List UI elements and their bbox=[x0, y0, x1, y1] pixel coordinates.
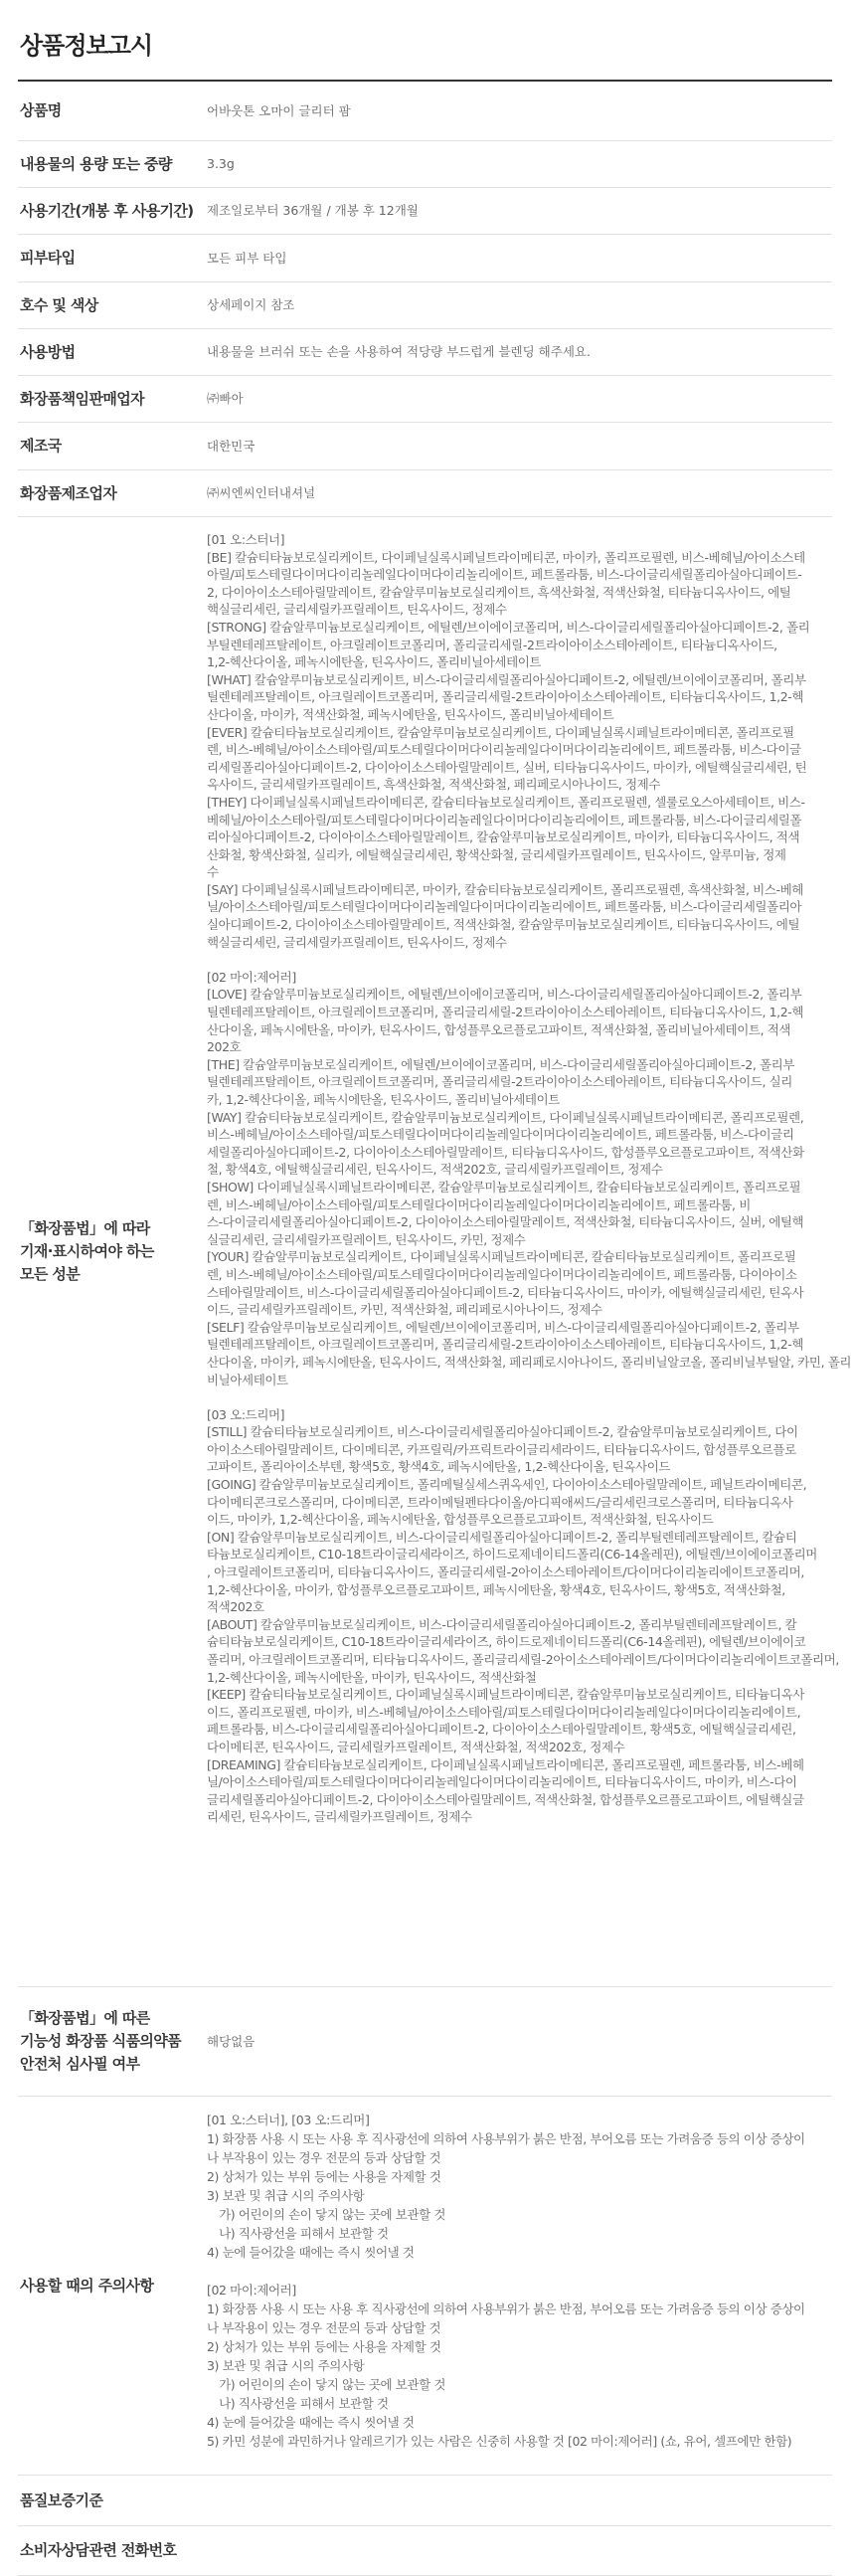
row-label: 사용방법 bbox=[20, 342, 76, 361]
text-line: 렌, 비스-베헤닐/아이소스테아릴/피토스테릴다이머다이리놀레일다이머다이리놀리에이트, 페트롤라툼, 비 bbox=[207, 1196, 751, 1212]
spacer bbox=[207, 2262, 828, 2281]
text-line: 렌, 비스-베헤닐/아이소스테아릴/피토스테릴다이머다이리놀레일다이머다이리놀리에이트, 페트롤라툼, 비스-다이글 bbox=[207, 742, 801, 758]
text-line: 5) 카민 성분에 과민하거나 알레르기가 있는 사람은 신중히 사용할 것 [02 마이:제어러] (쇼, 유어, 셀프에만 한함) bbox=[207, 2434, 792, 2449]
text-line: 나 부작용이 있는 경우 전문의 등과 상담할 것 bbox=[207, 2150, 441, 2165]
row-value: 상세페이지 참조 bbox=[207, 297, 295, 312]
spacer bbox=[207, 951, 851, 969]
text-line: 리아실아디페이트-2, 다이아이소스테아릴말레이트, 칼슘알루미늄보로실리케이트, 마이카, 티타늄디옥사이드, 적색 bbox=[207, 829, 800, 845]
text-line: [SAY] 다이페닐실록시페닐트라이메티콘, 마이카, 칼슘티타늄보로실리케이트, 폴리프로필렌, 흑색산화철, 비스-베헤 bbox=[207, 881, 803, 897]
text-line: [01 오:스터너] bbox=[207, 532, 285, 547]
text-line: 철, 황색4호, 에틸핵실글리세린, 틴옥사이드, 적색202호, 글리세릴카프릴레이트, 정제수 bbox=[207, 1162, 663, 1178]
text-line: [02 마이:제어러] bbox=[207, 969, 296, 985]
text-line: 틸렌테레프탈레이트, 아크릴레이트코폴리머, 폴리글리세릴-2트라이아이소스테아레이트, 티타늄디옥사이드, 1,2-헥 bbox=[207, 689, 804, 705]
text-line: 나) 직사광선을 피해서 보관할 것 bbox=[207, 2396, 389, 2411]
text-line: 4) 눈에 들어갔을 때에는 즉시 씻어낼 것 bbox=[207, 2415, 415, 2430]
text-line: [02 마이:제어러] bbox=[207, 2283, 296, 2298]
quality-label: 품질보증기준 bbox=[20, 2490, 103, 2509]
text-line: [BE] 칼슘티타늄보로실리케이트, 다이페닐실록시페닐트라이메티콘, 마이카, 폴리프로필렌, 비스-베헤닐/아이소스테 bbox=[207, 549, 805, 565]
text-line: 2, 다이아이소스테아릴말레이트, 칼슘알루미늄보로실리케이트, 흑색산화철, 적색산화철, 티타늄디옥사이드, 에틸 bbox=[207, 584, 791, 600]
text-line: 페트롤라툼, 비스-다이글리세릴폴리아실아디페이트-2, 다이아이소스테아릴말레이트, 황색5호, 에틸핵실글리세린, bbox=[207, 1722, 796, 1738]
text-line: 나 부작용이 있는 경우 전문의 등과 상담할 것 bbox=[207, 2320, 441, 2335]
text-line: 고파이트, 폴리아이소부텐, 황색5호, 황색4호, 페녹시에탄올, 1,2-헥산다이올, 틴옥사이드 bbox=[207, 1459, 671, 1475]
text-line: 스-다이글리세릴폴리아실아디페이트-2, 다이아이소스테아릴말레이트, 적색산화철, 티타늄디옥사이드, 실버, 에틸핵 bbox=[207, 1214, 804, 1230]
text-line: 3) 보관 및 취급 시의 주의사항 bbox=[207, 2188, 365, 2203]
info-table bbox=[18, 82, 852, 2576]
text-line: [SELF] 칼슘알루미늄보로실리케이트, 에틸렌/브이에이코폴리머, 비스-다이글리세릴폴리아실아디페이트-2, 폴리부 bbox=[207, 1319, 799, 1335]
text-line: 아릴/피토스테릴다이머다이리놀레일다이머다이리놀리에이트, 페트롤라툼, 비스-다이글리세릴폴리아실아디페이트- bbox=[207, 567, 802, 583]
text-line: 카, 1,2-헥산다이올, 페녹시에탄올, 틴옥사이드, 폴리비닐아세테이트 bbox=[207, 1092, 560, 1107]
text-line: 산화철, 황색산화철, 실리카, 에틸핵실글리세린, 황색산화철, 글리세릴카프릴레이트, 틴옥사이드, 알루미늄, 정제 bbox=[207, 846, 786, 862]
text-line: 1) 화장품 사용 시 또는 사용 후 직사광선에 의하여 사용부위가 붉은 반점, 부어오름 또는 가려움증 등의 이상 증상이 bbox=[207, 2301, 805, 2316]
text-line: 적색202호 bbox=[207, 1599, 264, 1615]
text-line: 실아디페이트-2, 다이아이소스테아릴말레이트, 적색산화철, 칼슘알루미늄보로실리케이트, 티타늄디옥사이드, 에틸 bbox=[207, 917, 800, 933]
row-label: 내용물의 용량 또는 중량 bbox=[20, 154, 172, 173]
text-line: 옥사이드, 글리세릴카프릴레이트, 흑색산화철, 적색산화철, 페리페로시아나이드, 정제수 bbox=[207, 777, 661, 793]
row-value: 3.3g bbox=[207, 156, 235, 171]
row-value: ㈜빠아 bbox=[207, 391, 244, 406]
text-line: 아이소스테아릴말레이트, 다이메티콘, 카프릴릭/카프릭트라이글리세라이드, 티타늄디옥사이드, 합성플루오르플로 bbox=[207, 1441, 796, 1457]
ingredients-list bbox=[207, 517, 855, 1986]
text-line: 나) 직사광선을 피해서 보관할 것 bbox=[207, 2226, 389, 2241]
text-line: 글리세릴폴리아실아디페이트-2, 다이아이소스테아릴말레이트, 적색산화철, 합성플루오르플로고파이트, 에틸핵실글 bbox=[207, 1791, 804, 1807]
row-shade bbox=[18, 282, 832, 329]
text-line: 실글리세린, 글리세릴카프릴레이트, 틴옥사이드, 카민, 정제수 bbox=[207, 1231, 526, 1247]
text-line: 비닐아세테이트 bbox=[207, 1372, 288, 1387]
text-line: 베헤닐/아이소스테아릴/피토스테릴다이머다이리놀레일다이머다이리놀리에이트, 페트롤라툼, 비스-다이글리세릴폴 bbox=[207, 812, 802, 828]
text-line: 폴리머, 아크릴레이트코폴리머, 티타늄디옥사이드, 폴리글리세릴-2아이소스테아레이트/다이머다이리놀리에이트코폴리머, bbox=[207, 1652, 839, 1667]
text-line: 2) 상처가 있는 부위 등에는 사용을 자제할 것 bbox=[207, 2339, 441, 2354]
text-line: 다이메티콘크로스폴리머, 다이메티콘, 트라이메틸펜타다이올/아디픽애씨드/글리세린크로스폴리머, 티타늄디옥사 bbox=[207, 1494, 793, 1510]
text-line: 틸렌테레프탈레이트, 아크릴레이트코폴리머, 폴리글리세릴-2트라이아이소스테아레이트, 티타늄디옥사이드, 1,2-헥 bbox=[207, 1005, 804, 1020]
text-line: [WAY] 칼슘티타늄보로실리케이트, 칼슘알루미늄보로실리케이트, 다이페닐실록시페닐트라이메티콘, 폴리프로필렌, bbox=[207, 1109, 804, 1125]
text-line: , 아크릴레이트코폴리머, 티타늄디옥사이드, 폴리글리세릴-2아이소스테아레이트/다이머다이리놀리에이트코폴리머, bbox=[207, 1564, 804, 1580]
row-label: 화장품책임판매업자 bbox=[20, 389, 145, 408]
text-line: 이드, 폴리프로필렌, 마이카, 비스-베헤닐/아이소스테아릴/피토스테릴다이머다이리놀레일다이머다이리놀리에이트, bbox=[207, 1704, 801, 1720]
text-line: 세릴폴리아실아디페이트-2, 다이아이소스테아릴말레이트, 티타늄디옥사이드, 합성플루오르플로고파이트, 적색산화 bbox=[207, 1144, 804, 1160]
row-label: 제조국 bbox=[20, 437, 62, 455]
text-line: 틸렌테레프탈레이트, 아크릴레이트코폴리머, 폴리글리세릴-2트라이아이소스테아레이트, 티타늄디옥사이드, 1,2-헥 bbox=[207, 1337, 804, 1353]
text-line: [01 오:스터너], [03 오:드리머] bbox=[207, 2113, 370, 2127]
cautions-label: 사용할 때의 주의사항 bbox=[20, 2276, 154, 2295]
row-value: 어바웃톤 오마이 글리터 팜 bbox=[207, 102, 351, 118]
row-manufacturer bbox=[18, 470, 832, 517]
ingredients-label: 「화장품법」에 따라 기재·표시하여야 하는 모든 성분 bbox=[20, 1219, 154, 1283]
row-ingredients bbox=[18, 517, 852, 1987]
row-how-to-use bbox=[18, 329, 832, 376]
text-line: [STRONG] 칼슘알루미늄보로실리케이트, 에틸렌/브이에이코폴리머, 비스-다이글리세릴폴리아실아디페이트-2, 폴리 bbox=[207, 619, 810, 635]
row-skin-type bbox=[18, 235, 832, 282]
text-line: 닐/아이소스테아릴/피토스테릴다이머다이리놀레일다이머다이리놀리에이트, 티타늄디옥사이드, 마이카, 비스-다이 bbox=[207, 1774, 797, 1790]
contact-label: 소비자상담관련 전화번호 bbox=[20, 2541, 177, 2559]
row-value: 내용물을 브러쉬 또는 손을 사용하여 적당량 부드럽게 블렌딩 해주세요. bbox=[207, 344, 591, 359]
text-line: 1,2-헥산다이올, 마이카, 합성플루오르플로고파이트, 페녹시에탄올, 황색4호, 틴옥사이드, 황색5호, 적색산화철, bbox=[207, 1581, 785, 1597]
text-line: 부틸렌테레프탈레이트, 아크릴레이트코폴리머, 폴리글리세릴-2트라이아이소스테아레이트, 티타늄디옥사이드, bbox=[207, 637, 777, 652]
cautions-list bbox=[207, 2097, 832, 2475]
text-line: 틸렌테레프탈레이트, 아크릴레이트코폴리머, 폴리글리세릴-2트라이아이소스테아레이트, 티타늄디옥사이드, 실리 bbox=[207, 1074, 792, 1090]
text-line: 산다이올, 마이카, 적색산화철, 페녹시에탄올, 틴옥사이드, 폴리비닐아세테이트 bbox=[207, 706, 614, 722]
functional-value: 해당없음 bbox=[207, 2033, 256, 2049]
text-line: 스테아릴말레이트, 비스-다이글리세릴폴리아실아디페이트-2, 티타늄디옥사이드, 마이카, 에틸핵실글리세린, 틴옥사 bbox=[207, 1284, 804, 1300]
text-line: [YOUR] 칼슘알루미늄보로실리케이트, 다이페닐실록시페닐트라이메티콘, 칼슘티타늄보로실리케이트, 폴리프로필 bbox=[207, 1249, 796, 1265]
row-quality bbox=[18, 2476, 832, 2526]
text-line: 가) 어린이의 손이 닿지 않는 곳에 보관할 것 bbox=[207, 2377, 446, 2392]
page-title: 상품정보고시 bbox=[20, 32, 153, 60]
quality-value bbox=[207, 2476, 832, 2525]
text-line: 산다이올, 마이카, 페녹시에탄올, 틴옥사이드, 적색산화철, 페리페로시아나이드, 폴리비닐알코올, 폴리비닐부틸알, 카민, 폴리 bbox=[207, 1354, 852, 1370]
text-line: [THE] 칼슘알루미늄보로실리케이트, 에틸렌/브이에이코폴리머, 비스-다이글리세릴폴리아실아디페이트-2, 폴리부 bbox=[207, 1056, 794, 1072]
row-cautions bbox=[18, 2097, 832, 2476]
row-functional bbox=[18, 1987, 832, 2097]
text-line: 가) 어린이의 손이 닿지 않는 곳에 보관할 것 bbox=[207, 2207, 446, 2222]
text-line: [KEEP] 칼슘티타늄보로실리케이트, 다이페닐실록시페닐트라이메티콘, 칼슘알루미늄보로실리케이트, 티타늄디옥사 bbox=[207, 1687, 804, 1703]
text-line: 산다이올, 페녹시에탄올, 마이카, 틴옥사이드, 합성플루오르플로고파이트, 적색산화철, 폴리비닐아세테이트, 적색 bbox=[207, 1021, 791, 1037]
contact-value bbox=[207, 2526, 832, 2575]
text-line: 1) 화장품 사용 시 또는 사용 후 직사광선에 의하여 사용부위가 붉은 반점, 부어오름 또는 가려움증 등의 이상 증상이 bbox=[207, 2131, 805, 2146]
text-line: 슘티타늄보로실리케이트, C10-18트라이글리세라이즈, 하이드로제네이티드폴리(C6-14올레핀), 에틸렌/브이에이코 bbox=[207, 1634, 806, 1650]
row-label: 상품명 bbox=[20, 101, 62, 119]
text-line: 1,2-헥산다이올, 페녹시에탄올, 마이카, 틴옥사이드, 적색산화철 bbox=[207, 1669, 537, 1685]
spacer bbox=[207, 1388, 851, 1406]
row-value: 모든 피부 타입 bbox=[207, 250, 287, 266]
text-line: 1,2-헥산다이올, 페녹시에탄올, 틴옥사이드, 폴리비닐아세테이트 bbox=[207, 654, 542, 670]
row-label: 사용기간(개봉 후 사용기간) bbox=[20, 201, 194, 220]
text-line: 다이메티콘, 틴옥사이드, 글리세릴카프릴레이트, 적색산화철, 적색202호, 정제수 bbox=[207, 1739, 625, 1754]
row-expiry bbox=[18, 188, 832, 235]
text-line: 리세린, 틴옥사이드, 글리세릴카프릴레이트, 정제수 bbox=[207, 1809, 472, 1825]
row-country bbox=[18, 423, 832, 470]
text-line: 이드, 글리세릴카프릴레이트, 카민, 적색산화철, 페리페로시아나이드, 정제수 bbox=[207, 1302, 602, 1318]
text-line: [LOVE] 칼슘알루미늄보로실리케이트, 에틸렌/브이에이코폴리머, 비스-다이글리세릴폴리아실아디페이트-2, 폴리부 bbox=[207, 987, 802, 1003]
text-line: 202호 bbox=[207, 1039, 242, 1055]
row-product-name bbox=[18, 82, 832, 141]
text-line: 닐/아이소스테아릴/피토스테릴다이머다이리놀레일다이머다이리놀리에이트, 페트롤라툼, 비스-다이글리세릴폴리아 bbox=[207, 899, 802, 915]
row-volume bbox=[18, 141, 832, 188]
text-line: [GOING] 칼슘알루미늄보로실리케이트, 폴리메틸실세스퀴옥세인, 다이아이소스테아릴말레이트, 페닐트라이메티콘, bbox=[207, 1477, 807, 1493]
text-line: [ON] 칼슘알루미늄보로실리케이트, 비스-다이글리세릴폴리아실아디페이트-2, 폴리부틸렌테레프탈레이트, 칼슘티 bbox=[207, 1529, 797, 1545]
row-contact bbox=[18, 2526, 832, 2576]
text-line: 수 bbox=[207, 864, 219, 880]
row-label: 피부타입 bbox=[20, 249, 76, 267]
text-line: 핵실글리세린, 글리세릴카프릴레이트, 틴옥사이드, 정제수 bbox=[207, 934, 507, 950]
text-line: 4) 눈에 들어갔을 때에는 즉시 씻어낼 것 bbox=[207, 2245, 415, 2260]
text-line: [DREAMING] 칼슘티타늄보로실리케이트, 다이페닐실록시페닐트라이메티콘, 폴리프로필렌, 페트롤라툼, 비스-베헤 bbox=[207, 1756, 804, 1772]
row-value: ㈜씨엔씨인터내셔널 bbox=[207, 485, 316, 500]
row-value: 대한민국 bbox=[207, 438, 256, 454]
row-seller bbox=[18, 376, 832, 423]
text-line: 비스-베헤닐/아이소스테아릴/피토스테릴다이머다이리놀레일다이머다이리놀리에이트, 페트롤라툼, 비스-다이글리 bbox=[207, 1127, 794, 1143]
text-line: 리세릴폴리아실아디페이트-2, 다이아이소스테아릴말레이트, 실버, 티타늄디옥사이드, 마이카, 에틸핵실글리세린, 틴 bbox=[207, 759, 807, 775]
text-line: 이드, 마이카, 1,2-헥산다이올, 페녹시에탄올, 합성플루오르플로고파이트, 적색산화철, 틴옥사이드 bbox=[207, 1512, 714, 1528]
row-label: 화장품제조업자 bbox=[20, 483, 117, 502]
text-line: 핵실글리세린, 글리세릴카프릴레이트, 틴옥사이드, 정제수 bbox=[207, 602, 507, 618]
text-line: 2) 상처가 있는 부위 등에는 사용을 자제할 것 bbox=[207, 2169, 441, 2184]
text-line: [03 오:드리머] bbox=[207, 1406, 285, 1422]
text-line: [ABOUT] 칼슘알루미늄보로실리케이트, 비스-다이글리세릴폴리아실아디페이트-2, 폴리부틸렌테레프탈레이트, 칼 bbox=[207, 1616, 797, 1632]
text-line: 타늄보로실리케이트, C10-18트라이글리세라이즈, 하이드로제네이티드폴리(C6-14올레핀), 에틸렌/브이에이코폴리머 bbox=[207, 1547, 817, 1563]
text-line: [SHOW] 다이페닐실록시페닐트라이메티콘, 칼슘알루미늄보로실리케이트, 칼슘티타늄보로실리케이트, 폴리프로필 bbox=[207, 1179, 801, 1195]
text-line: [THEY] 다이페닐실록시페닐트라이메티콘, 칼슘티타늄보로실리케이트, 폴리프로필렌, 셀룰로오스아세테이트, 비스- bbox=[207, 794, 805, 810]
text-line: [EVER] 칼슘티타늄보로실리케이트, 칼슘알루미늄보로실리케이트, 다이페닐실록시페닐트라이메티콘, 폴리프로필 bbox=[207, 724, 794, 740]
row-label: 호수 및 색상 bbox=[20, 295, 98, 314]
text-line: 3) 보관 및 취급 시의 주의사항 bbox=[207, 2358, 365, 2373]
row-value: 제조일로부터 36개월 / 개봉 후 12개월 bbox=[207, 203, 419, 218]
functional-label: 「화장품법」에 따른 기능성 화장품 식품의약품 안전처 심사필 여부 bbox=[20, 2009, 182, 2073]
text-line: 렌, 비스-베헤닐/아이소스테아릴/피토스테릴다이머다이리놀레일다이머다이리놀리에이트, 페트롤라툼, 다이아이소 bbox=[207, 1266, 797, 1282]
text-line: [STILL] 칼슘티타늄보로실리케이트, 비스-다이글리세릴폴리아실아디페이트-2, 칼슘알루미늄보로실리케이트, 다이 bbox=[207, 1424, 798, 1440]
text-line: [WHAT] 칼슘알루미늄보로실리케이트, 비스-다이글리세릴폴리아실아디페이트-2, 에틸렌/브이에이코폴리머, 폴리부 bbox=[207, 671, 806, 687]
